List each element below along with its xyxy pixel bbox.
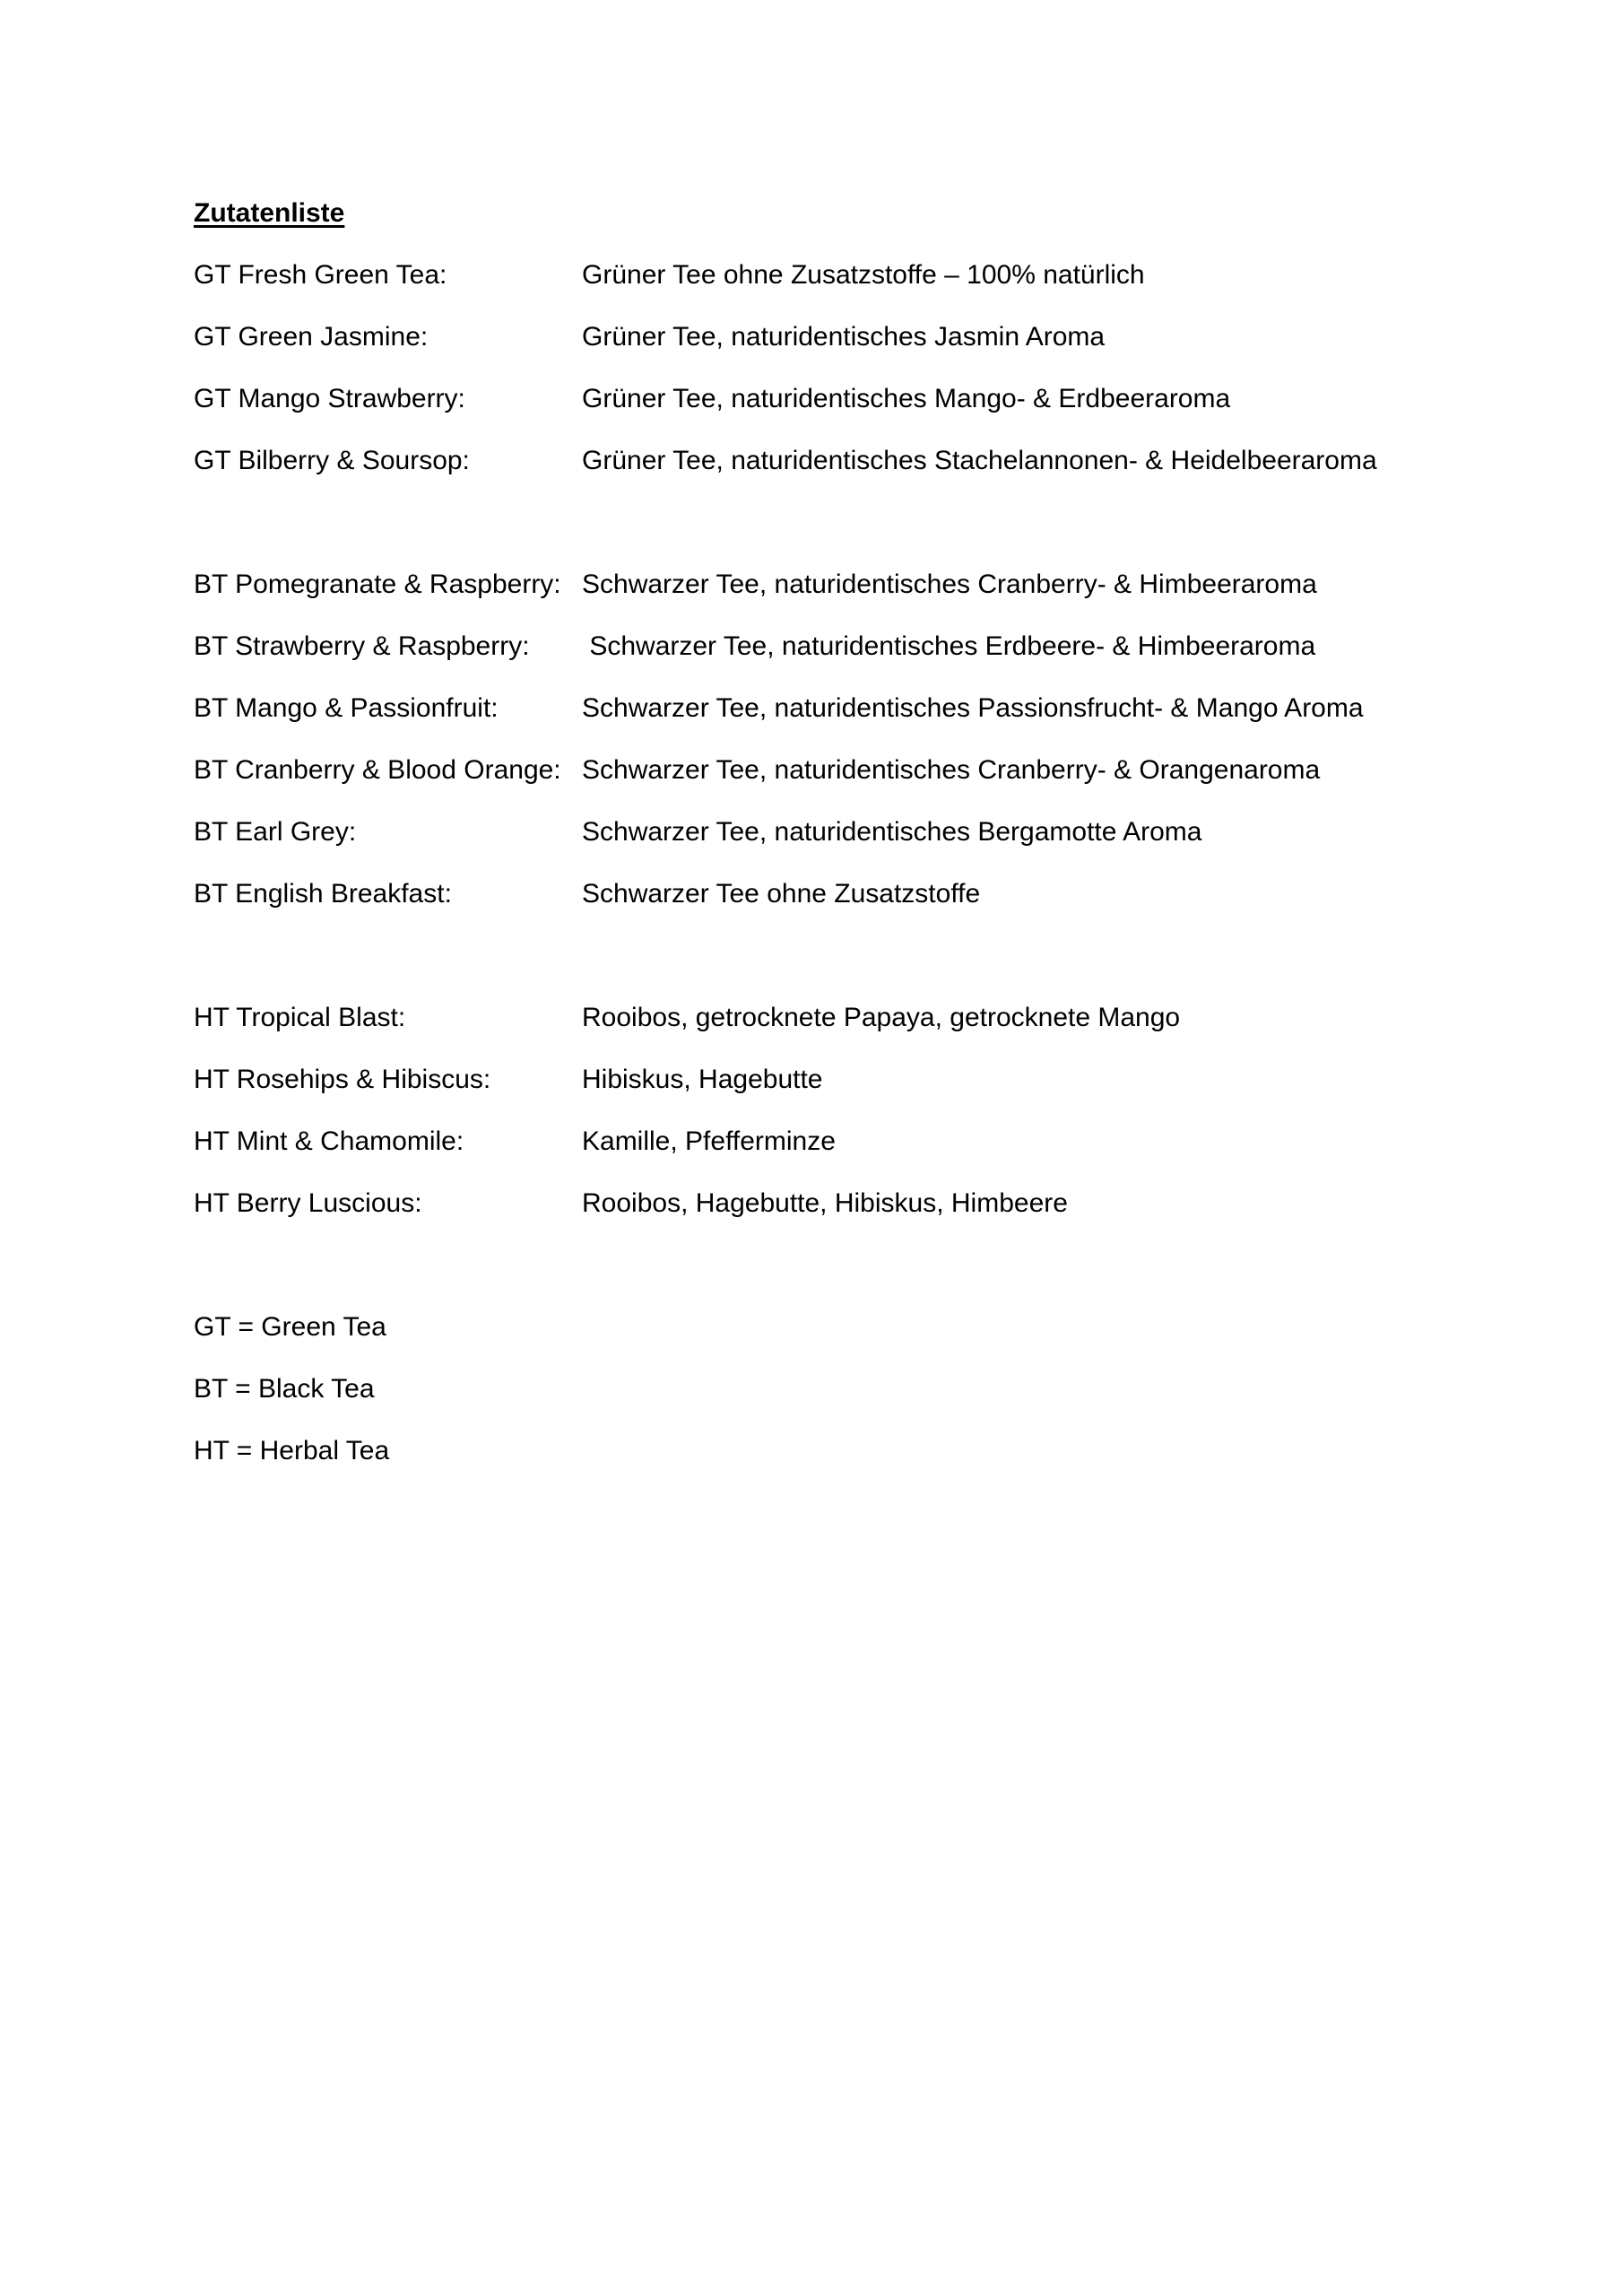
tea-name: HT Mint & Chamomile: <box>194 1126 464 1156</box>
tea-name: GT Fresh Green Tea: <box>194 260 447 290</box>
tea-name: BT English Breakfast: <box>194 879 452 909</box>
tea-ingredients: Grüner Tee ohne Zusatzstoffe – 100% natürlich <box>582 260 1145 290</box>
tea-ingredients: Kamille, Pfefferminze <box>582 1126 836 1156</box>
tea-ingredients: Rooibos, getrocknete Papaya, getrocknete Mango <box>582 1003 1181 1032</box>
ingredient-row <box>194 252 1467 314</box>
tea-ingredients: Grüner Tee, naturidentisches Stachelannonen- & Heidelbeeraroma <box>582 446 1377 475</box>
ingredient-row <box>194 685 1467 747</box>
tea-name: HT Berry Luscious: <box>194 1188 422 1218</box>
tea-ingredients: Hibiskus, Hagebutte <box>582 1065 823 1094</box>
ingredient-row <box>194 314 1467 376</box>
legend-item: BT = Black Tea <box>194 1374 375 1404</box>
ingredient-row <box>194 747 1467 809</box>
tea-ingredients: Rooibos, Hagebutte, Hibiskus, Himbeere <box>582 1188 1068 1218</box>
tea-name: HT Tropical Blast: <box>194 1003 406 1032</box>
tea-ingredients: Grüner Tee, naturidentisches Mango- & Erdbeeraroma <box>582 384 1231 413</box>
ingredient-row <box>194 1057 1467 1118</box>
tea-name: BT Pomegranate & Raspberry: <box>194 570 561 599</box>
tea-name: HT Rosehips & Hibiscus: <box>194 1065 491 1094</box>
tea-ingredients: Schwarzer Tee ohne Zusatzstoffe <box>582 879 981 909</box>
legend-item: HT = Herbal Tea <box>194 1436 390 1465</box>
tea-ingredients: Schwarzer Tee, naturidentisches Cranberry- & Himbeeraroma <box>582 570 1317 599</box>
document-content <box>194 190 1467 1490</box>
abbreviation-legend <box>194 1304 1467 1490</box>
ingredient-row <box>194 623 1467 685</box>
document-heading: Zutatenliste <box>194 198 345 228</box>
tea-ingredients: Schwarzer Tee, naturidentisches Cranberry- & Orangenaroma <box>582 755 1321 785</box>
ingredient-row <box>194 1118 1467 1180</box>
legend-item: GT = Green Tea <box>194 1312 386 1342</box>
tea-ingredients: Schwarzer Tee, naturidentisches Passionsfrucht- & Mango Aroma <box>582 693 1364 723</box>
tea-name: GT Green Jasmine: <box>194 322 429 352</box>
tea-name: BT Mango & Passionfruit: <box>194 693 499 723</box>
ingredient-row <box>194 561 1467 623</box>
tea-ingredients: Schwarzer Tee, naturidentisches Bergamotte Aroma <box>582 817 1202 847</box>
black-tea-section <box>194 561 1467 933</box>
tea-name: GT Bilberry & Soursop: <box>194 446 470 475</box>
tea-name: BT Cranberry & Blood Orange: <box>194 755 561 785</box>
tea-name: BT Strawberry & Raspberry: <box>194 631 530 661</box>
tea-name: BT Earl Grey: <box>194 817 357 847</box>
tea-name: GT Mango Strawberry: <box>194 384 465 413</box>
ingredient-row <box>194 376 1467 438</box>
green-tea-section <box>194 252 1467 500</box>
ingredient-row <box>194 995 1467 1057</box>
herbal-tea-section <box>194 995 1467 1242</box>
ingredient-row <box>194 1180 1467 1242</box>
ingredient-row <box>194 809 1467 871</box>
tea-ingredients: Schwarzer Tee, naturidentisches Erdbeere- & Himbeeraroma <box>582 631 1316 661</box>
tea-ingredients: Grüner Tee, naturidentisches Jasmin Aroma <box>582 322 1106 352</box>
ingredient-row <box>194 438 1467 500</box>
ingredient-row <box>194 871 1467 933</box>
